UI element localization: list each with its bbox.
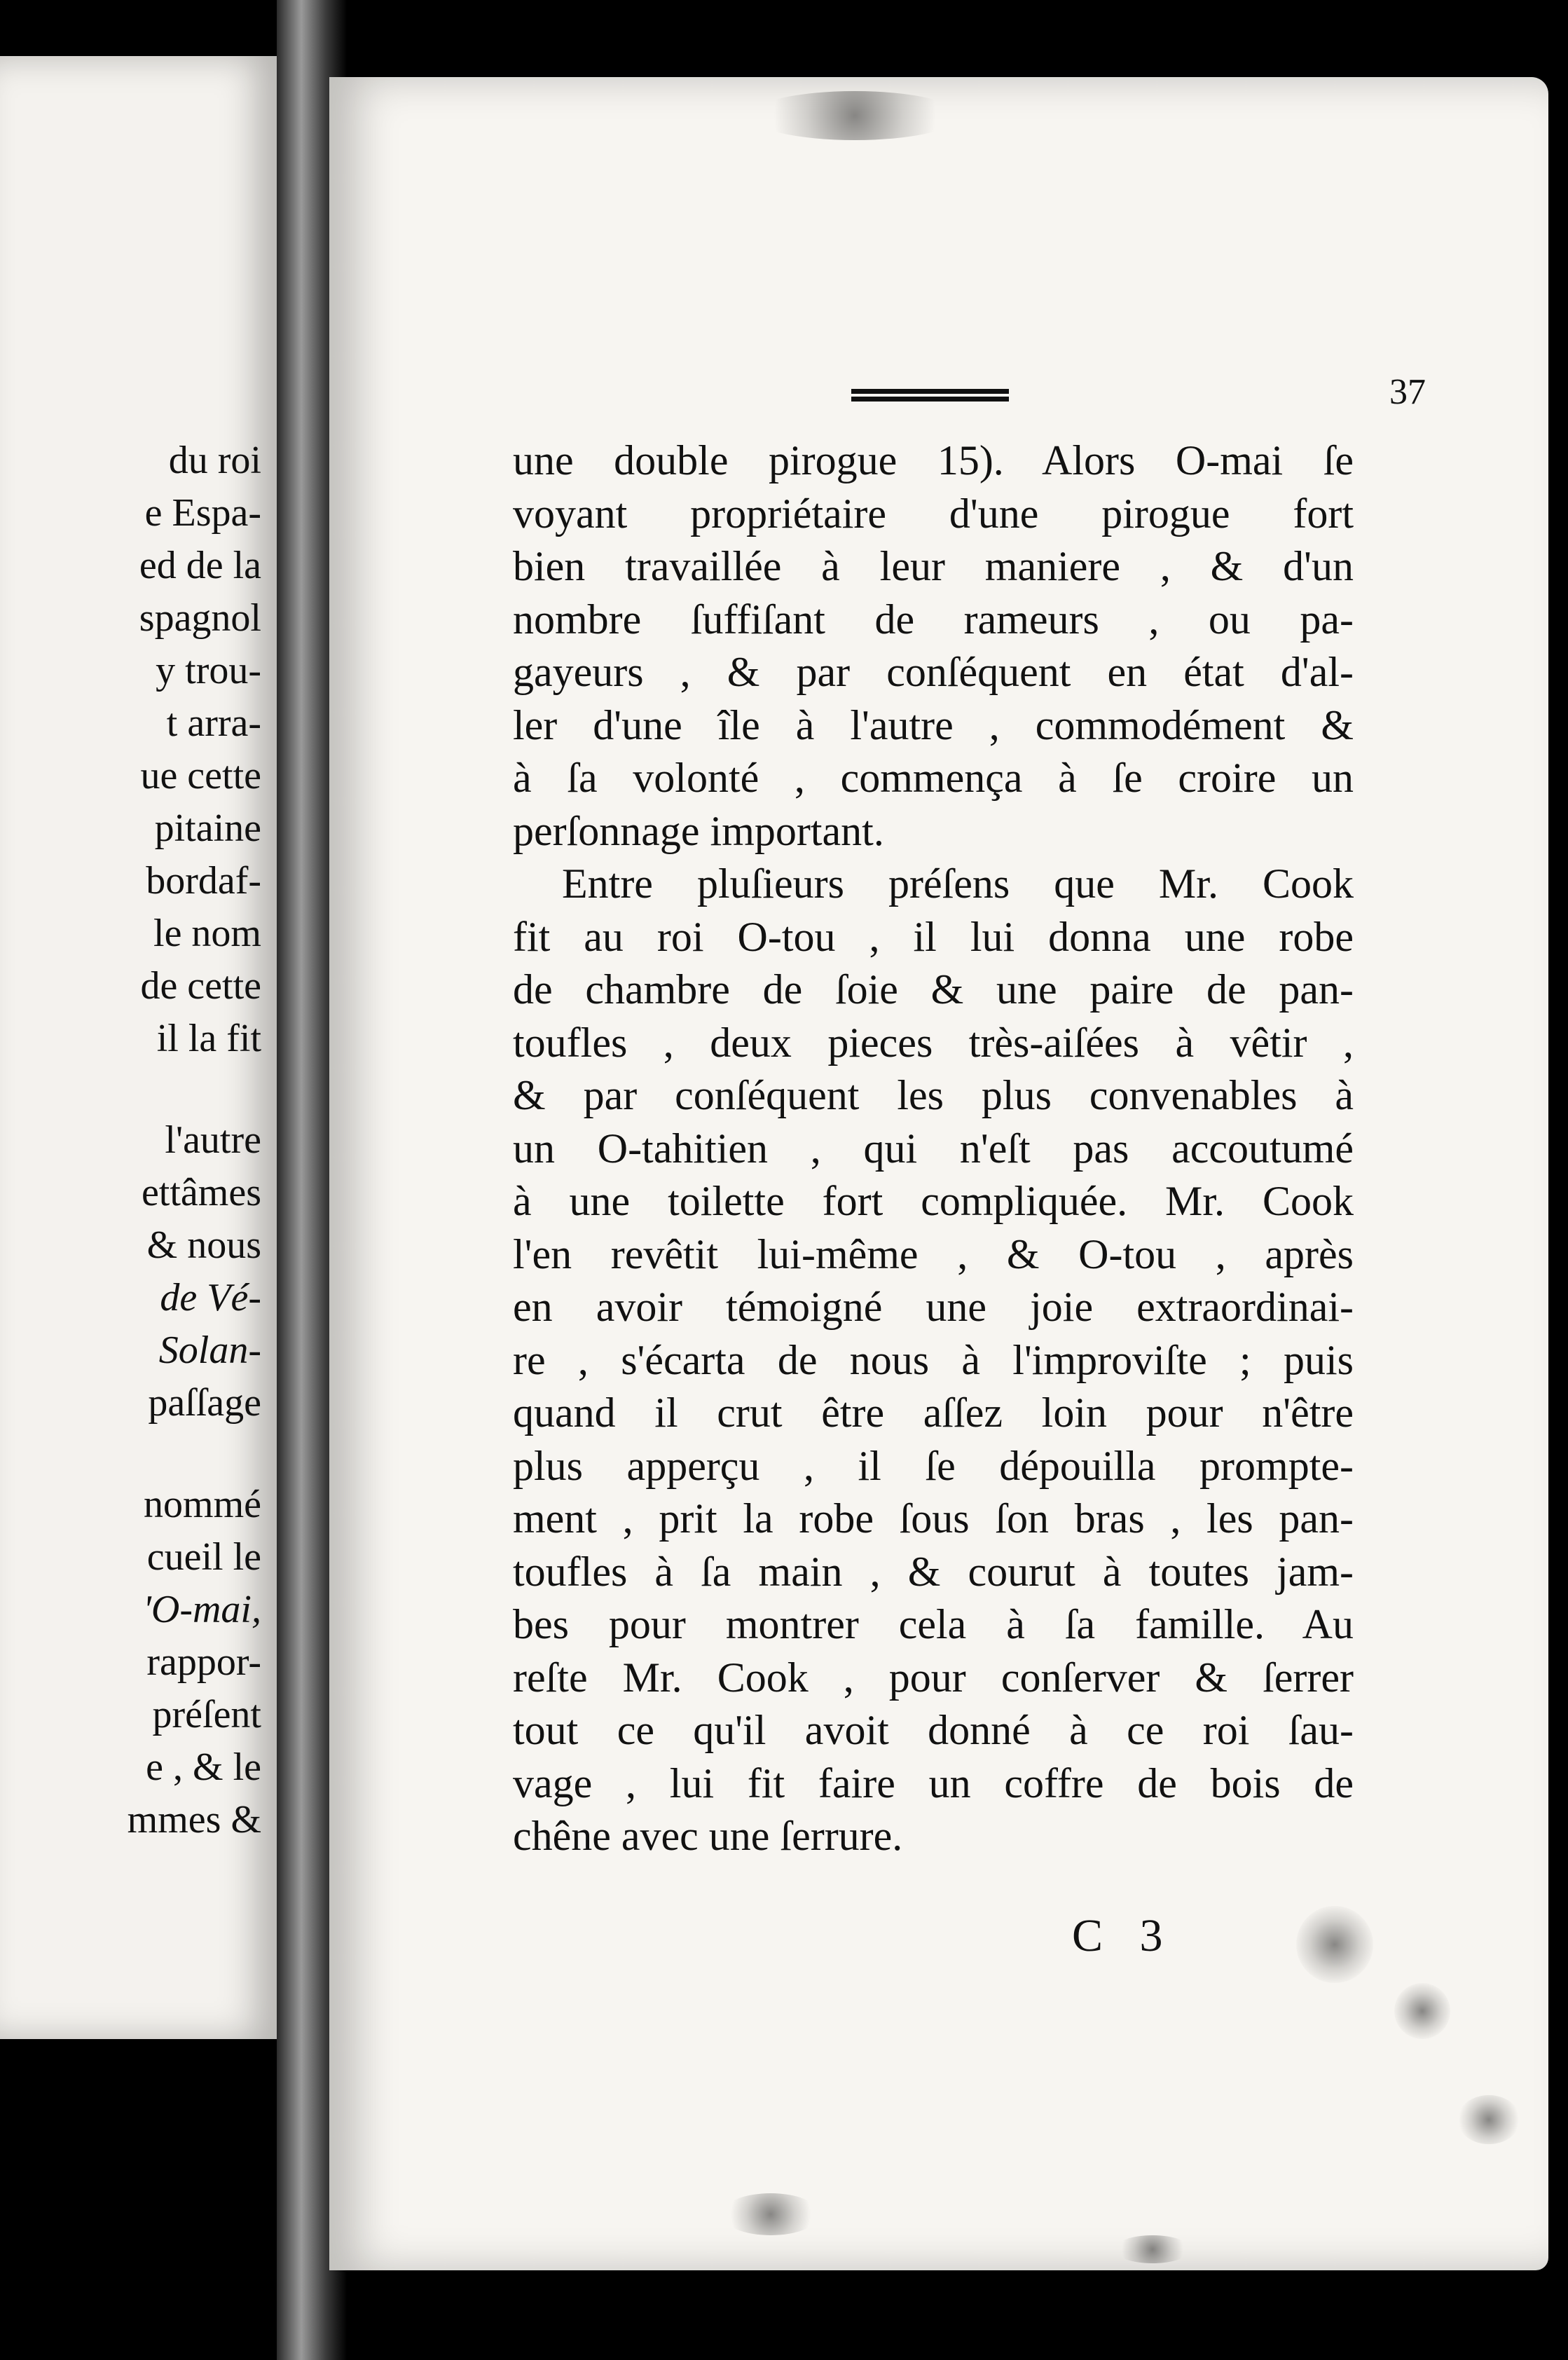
text-line: & par conſéquent les plus convenables à (513, 1072, 1354, 1118)
paper-stain (1457, 2095, 1520, 2144)
left-line: pitaine (154, 807, 261, 850)
left-line: spagnol (139, 596, 261, 640)
signature-mark: C 3 (1072, 1910, 1176, 1961)
left-line: ed de la (139, 544, 261, 587)
paper-stain (1114, 2235, 1191, 2263)
text-line: chêne avec une ſerrure. (513, 1813, 903, 1859)
left-line: t arra- (166, 701, 261, 745)
text-line: de chambre de ſoie & une paire de pan- (513, 966, 1354, 1013)
text-line: gayeurs , & par conſéquent en état d'al- (513, 649, 1354, 695)
text-line: bien travaillée à leur maniere , & d'un (513, 543, 1354, 589)
text-line: fit au roi O-tou , il lui donna une robe (513, 913, 1354, 960)
text-line: Entre pluſieurs préſens que Mr. Cook (562, 860, 1354, 907)
text-line: toufles , deux pieces très-aiſées à vêtir , (513, 1019, 1354, 1066)
text-line: reſte Mr. Cook , pour conſerver & ſerrer (513, 1654, 1354, 1701)
text-line: voyant propriétaire d'une pirogue fort (513, 490, 1354, 537)
text-line: perſonnage important. (513, 807, 884, 854)
text-line: quand il crut être aſſez loin pour n'être (513, 1390, 1354, 1436)
page-number: 37 (1389, 372, 1426, 412)
left-line: le nom (153, 912, 261, 955)
left-page-text (128, 434, 261, 1846)
left-line: rappor- (146, 1640, 261, 1684)
left-line: de cette (140, 964, 261, 1008)
text-line: un O-tahitien , qui n'eſt pas accoutumé (513, 1125, 1354, 1172)
left-line: mmes & (127, 1798, 261, 1841)
text-line: en avoir témoigné une joie extraordinai- (513, 1284, 1354, 1330)
left-line: il la fit (156, 1017, 261, 1060)
text-line: plus apperçu , il ſe dépouilla prompte- (513, 1442, 1354, 1489)
left-line: bordaf- (146, 859, 261, 903)
left-line: e Espa- (144, 491, 261, 535)
left-line: cueil le (146, 1535, 261, 1579)
left-line: du roi (168, 439, 261, 482)
left-line: préſent (152, 1693, 261, 1736)
paper-stain (1394, 1983, 1450, 2039)
text-line: bes pour montrer cela à ſa famille. Au (513, 1601, 1354, 1647)
left-line: de Vé- (160, 1276, 261, 1319)
left-line: & nous (146, 1223, 261, 1267)
left-line: y trou- (156, 649, 261, 692)
left-line: nommé (144, 1483, 261, 1526)
paper-stain (1296, 1906, 1373, 1983)
left-line: ue cette (140, 754, 261, 797)
text-line: nombre ſuffiſant de rameurs , ou pa- (513, 596, 1354, 643)
text-line: ment , prit la robe ſous ſon bras , les pan- (513, 1495, 1354, 1542)
body-text (513, 434, 1354, 1863)
left-line: 'O-mai, (142, 1588, 261, 1631)
left-line: e , & le (146, 1745, 261, 1789)
text-line: tout ce qu'il avoit donné à ce roi ſau- (513, 1707, 1354, 1753)
paper-stain (722, 2193, 820, 2235)
left-line-gap (128, 1429, 261, 1479)
text-line: à une toilette fort compliquée. Mr. Cook (513, 1178, 1354, 1224)
right-page (329, 77, 1548, 2270)
text-line: l'en revêtit lui-même , & O-tou , après (513, 1230, 1354, 1277)
text-line: re , s'écarta de nous à l'improviſte ; puis (513, 1336, 1354, 1383)
header-ornament-rule (851, 389, 1009, 402)
text-line: une double pirogue 15). Alors O-mai ſe (513, 437, 1354, 483)
left-line: l'autre (165, 1118, 261, 1162)
text-line: à ſa volonté , commença à ſe croire un (513, 755, 1354, 801)
left-line: ettâmes (141, 1171, 261, 1214)
text-line: ler d'une île à l'autre , commodément & (513, 701, 1354, 748)
left-page (0, 56, 277, 2039)
left-line: paſſage (148, 1381, 261, 1425)
text-line: vage , lui fit faire un coffre de bois de (513, 1759, 1354, 1806)
text-line: toufles à ſa main , & courut à toutes jam- (513, 1548, 1354, 1595)
paper-stain (750, 91, 960, 140)
left-line: Solan- (158, 1329, 261, 1372)
left-line-gap (128, 1065, 261, 1114)
